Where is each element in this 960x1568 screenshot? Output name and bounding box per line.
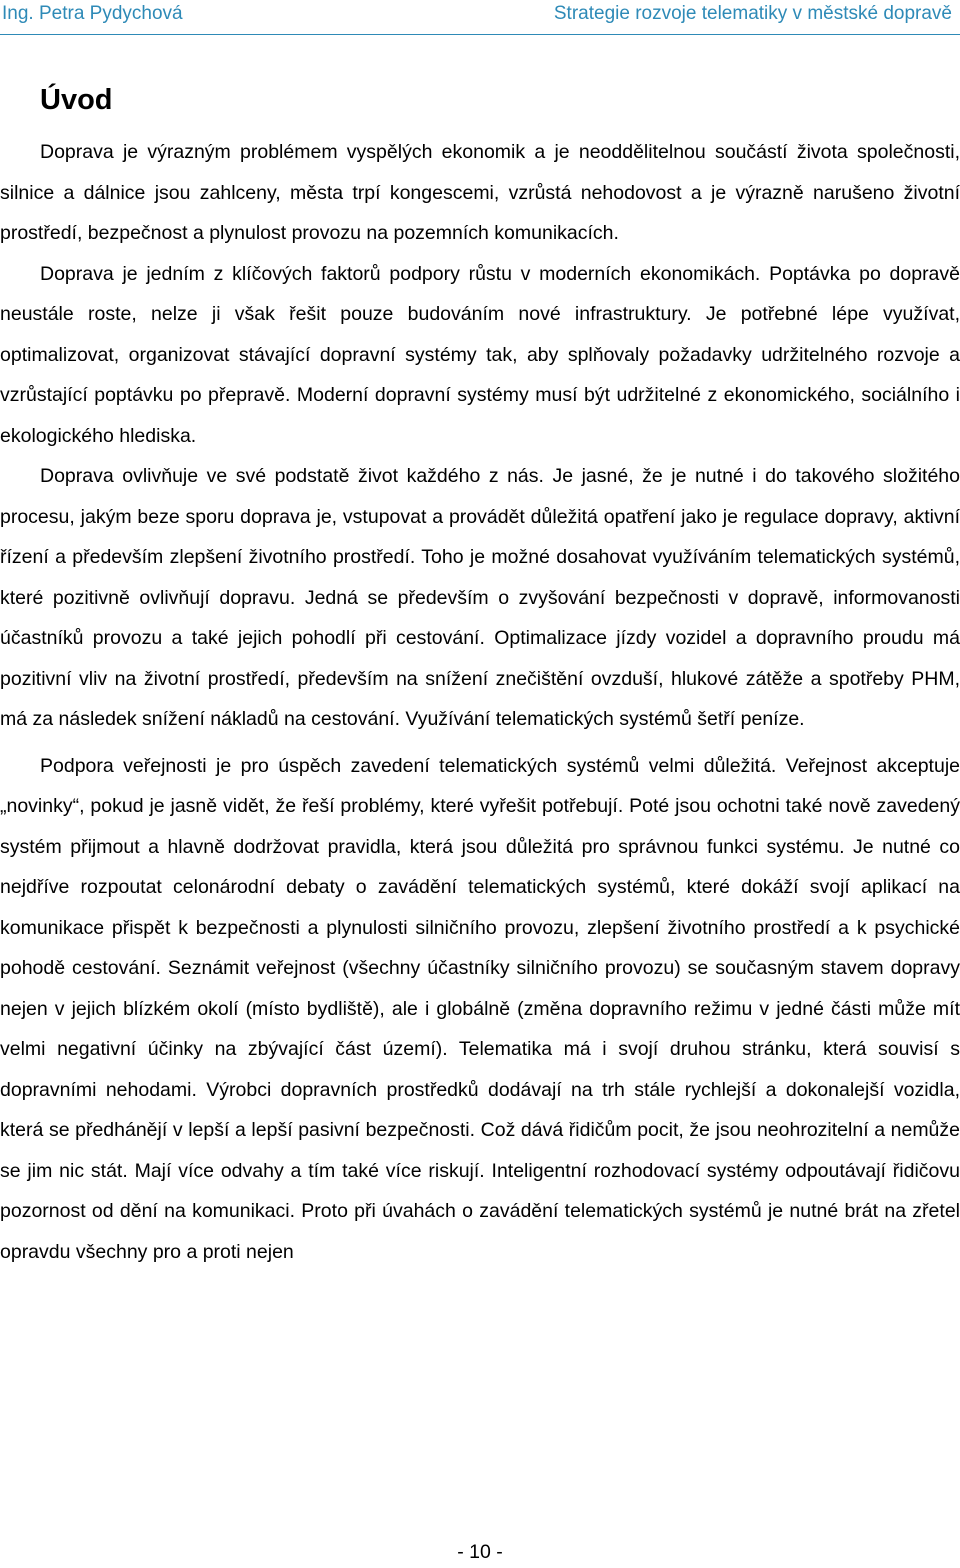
paragraph-2: Doprava je jedním z klíčových faktorů podpory růstu v moderních ekonomikách. Poptávka po dopravě neustále roste, nelze ji však řešit pouze budováním nové infrastruktury. Je potřebné lépe využívat, optimalizovat, organizovat stávající dopravní systémy tak, aby splňovaly požadavky udržitelného rozvoje a vzrůstající poptávku po přepravě. Moderní dopravní systémy musí být udržitelné z ekonomického, sociálního i ekologického hlediska. bbox=[0, 262, 960, 447]
body-text bbox=[0, 132, 960, 1272]
header-document-title: Strategie rozvoje telematiky v městské dopravě bbox=[553, 3, 952, 24]
section-heading: Úvod bbox=[40, 84, 113, 116]
header-author: Ing. Petra Pydychová bbox=[2, 3, 183, 24]
paragraph-4: Podpora veřejnosti je pro úspěch zavedení telematických systémů velmi důležitá. Veřejnost akceptuje „novinky“, pokud je jasně vidět, že řeší problémy, které vyřešit potřebují. Poté jsou ochotni také nově zavedený systém přijmout a hlavně dodržovat pravidla, která jsou důležitá pro správnou funkci systému. Je nutné co nejdříve rozpoutat celonárodní debaty o zavádění telematických systémů, které dokáží svojí aplikací na komunikace přispět k bezpečnosti a plynulosti silničního provozu, zlepšení životního prostředí a k psychické pohodě cestování. Seznámit veřejnost (všechny účastníky silničního provozu) se současným stavem dopravy nejen v jejich blízkém okolí (místo bydliště), ale i globálně (změna dopravního režimu v jedné části může mít velmi negativní účinky na zbývající část území). Telematika má i svojí druhou stránku, která souvisí s dopravními nehodami. Výrobci dopravních prostředků dodávají na trh stále rychlejší a dokonalejší vozidla, která se předhánějí v lepší a lepší pasivní bezpečnosti. Což dává řidičům pocit, že jsou neohrozitelní a nemůže se jim nic stát. Mají více odvahy a tím také více riskují. Inteligentní rozhodovací systémy odpoutávají řidičovu pozornost od dění na komunikaci. Proto při úvahách o zavádění telematických systémů je nutné brát na zřetel opravdu všechny pro a proti nejen bbox=[0, 754, 960, 1263]
page-number: - 10 - bbox=[457, 1541, 503, 1563]
paragraph-1: Doprava je výrazným problémem vyspělých ekonomik a je neoddělitelnou součástí života společnosti, silnice a dálnice jsou zahlceny, města trpí kongescemi, vzrůstá nehodovost a je výrazně narušeno životní prostředí, bezpečnost a plynulost provozu na pozemních komunikacích. bbox=[0, 141, 960, 244]
page-header bbox=[0, 0, 960, 36]
header-rule bbox=[0, 34, 960, 35]
paragraph-3: Doprava ovlivňuje ve své podstatě život každého z nás. Je jasné, že je nutné i do takového složitého procesu, jakým beze sporu doprava je, vstupovat a provádět důležitá opatření jako je regulace dopravy, aktivní řízení a především zlepšení životního prostředí. Toho je možné dosahovat využíváním telematických systémů, které pozitivně ovlivňují dopravu. Jedná se především o zvyšování bezpečnosti v dopravě, informovanosti účastníků provozu a také jejich pohodlí při cestování. Optimalizace jízdy vozidel a dopravního proudu má pozitivní vliv na životní prostředí, především na snížení znečištění ovzduší, hlukové zátěže a spotřeby PHM, má za následek snížení nákladů na cestování. Využívání telematických systémů šetří peníze. bbox=[0, 465, 960, 730]
